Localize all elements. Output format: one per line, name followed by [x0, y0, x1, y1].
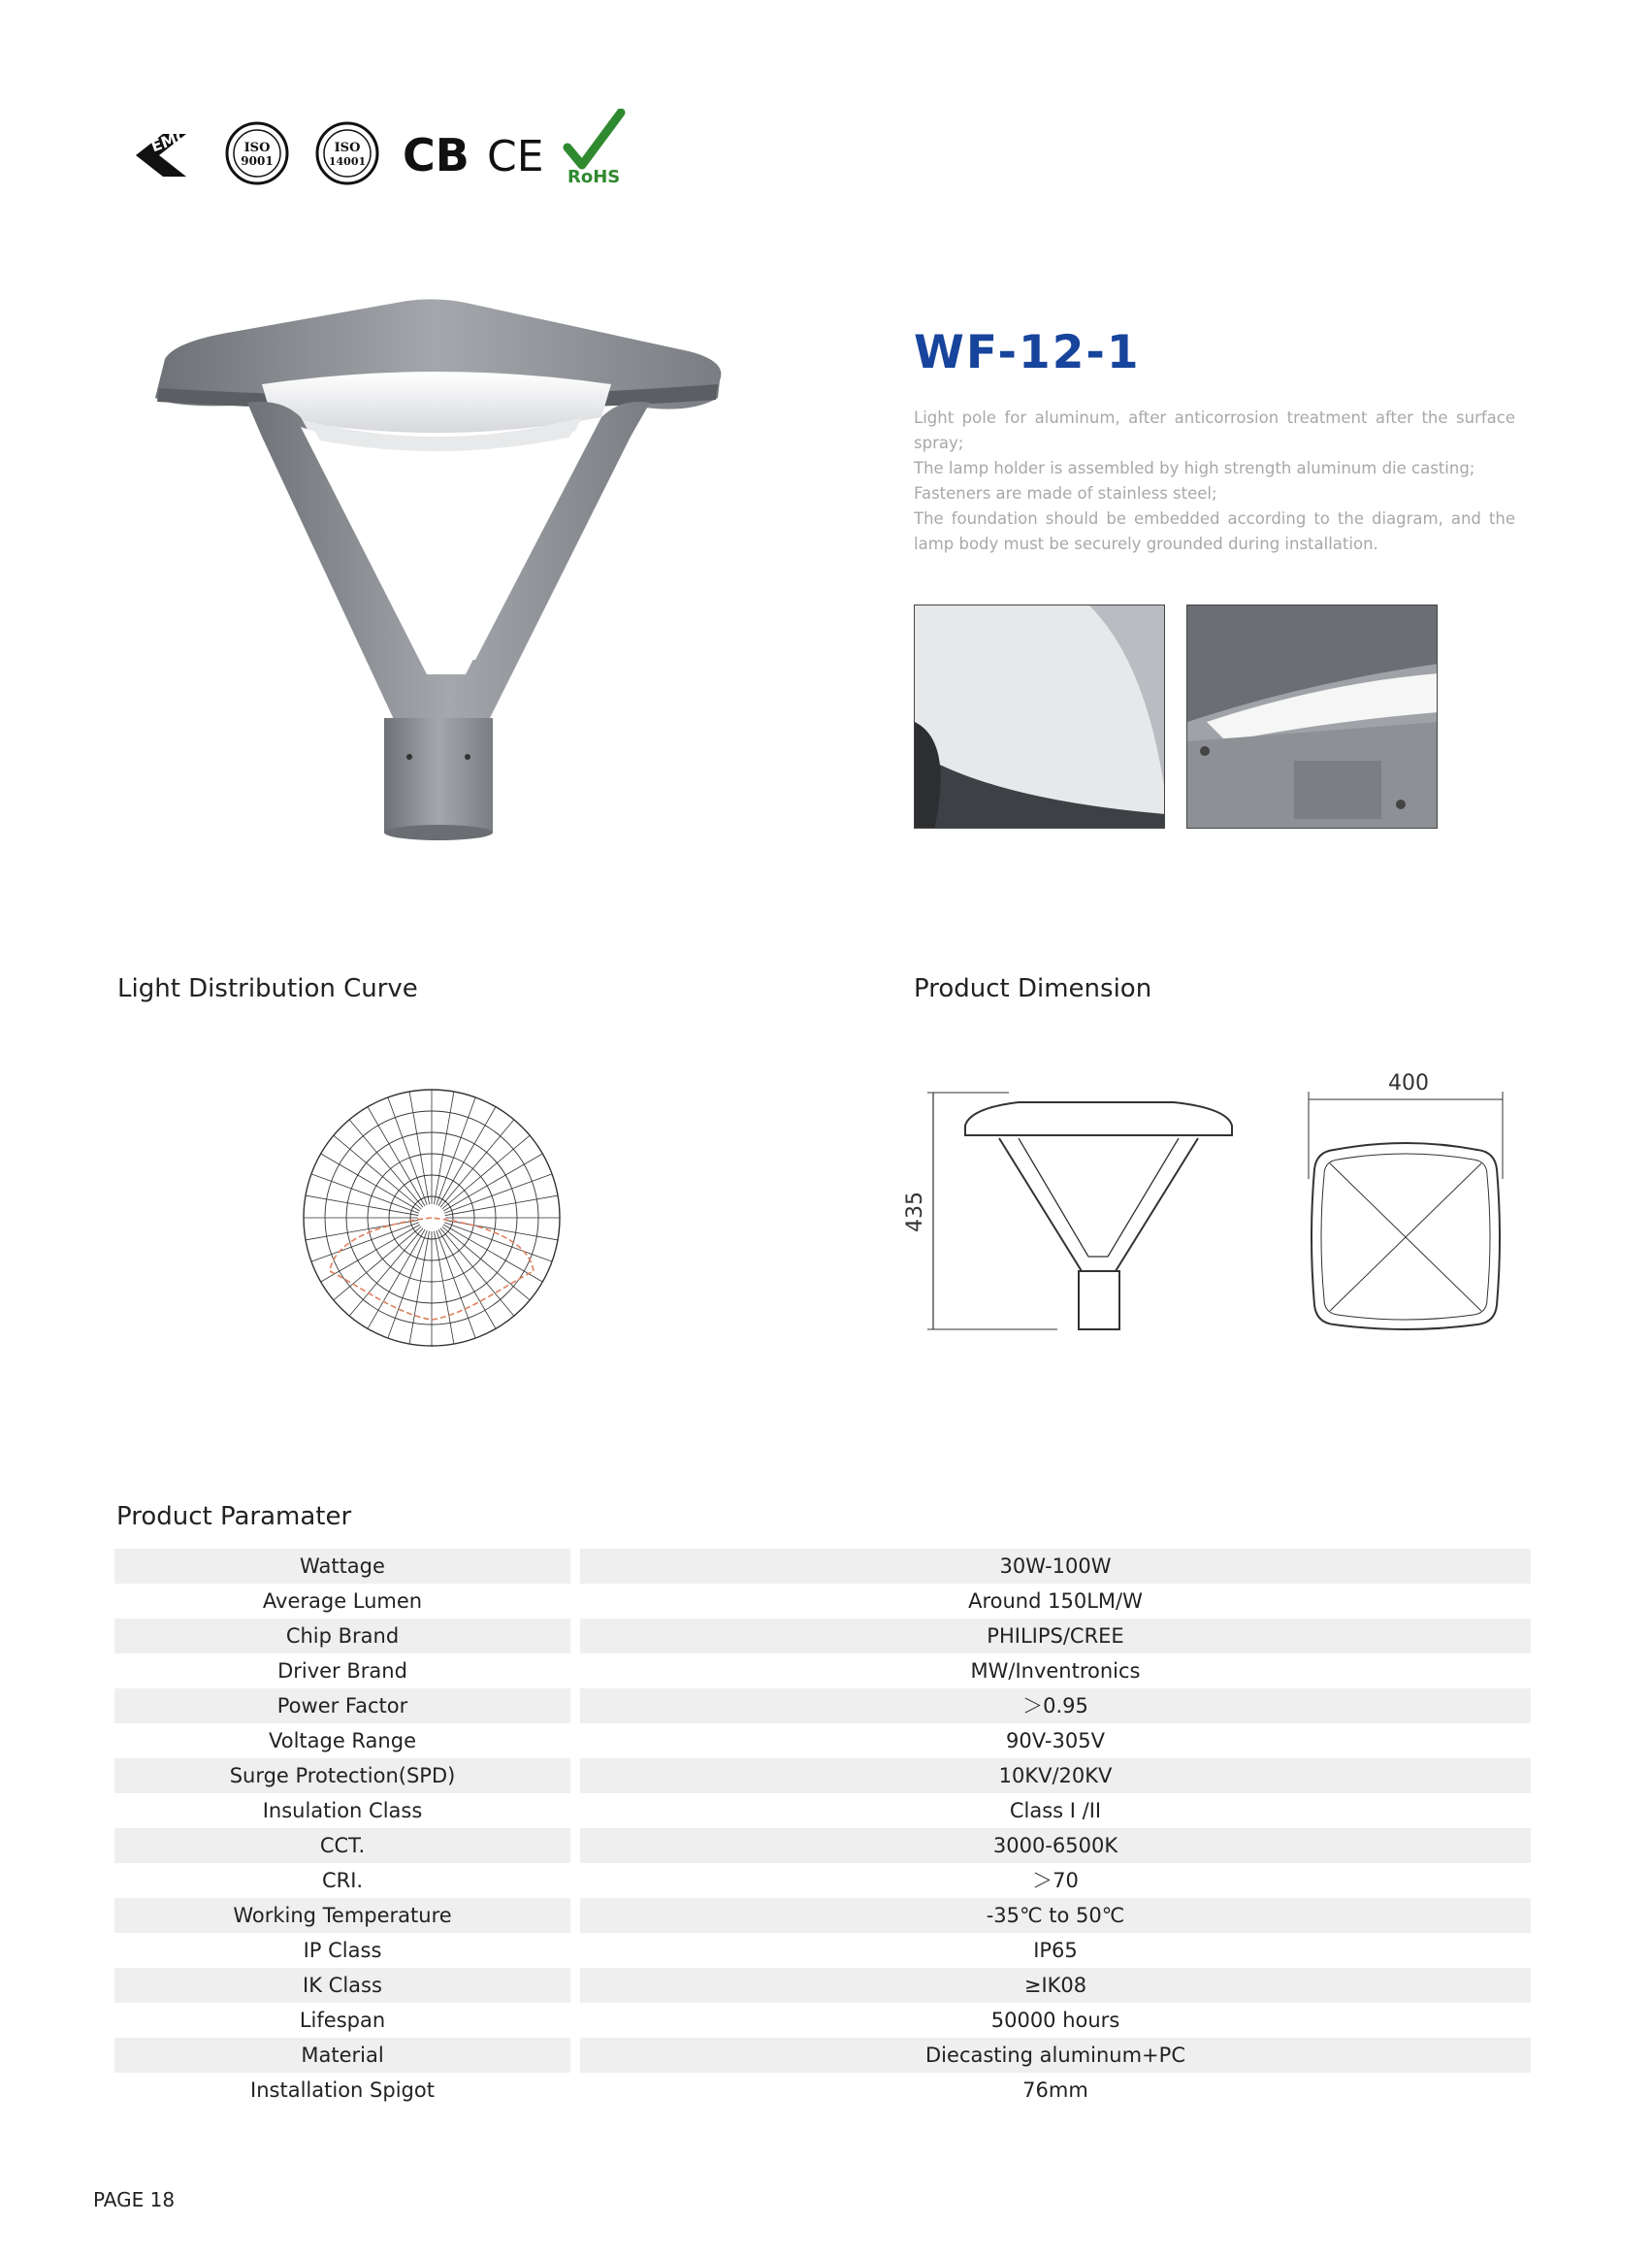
parameter-row — [114, 1549, 1531, 1584]
parameter-row — [114, 1828, 1531, 1863]
parameter-label: Driver Brand — [277, 1659, 407, 1683]
parameter-value: 50000 hours — [990, 2009, 1120, 2032]
width-dimension-label: 400 — [1388, 1071, 1429, 1096]
polar-spoke — [443, 1154, 542, 1211]
parameter-row — [114, 2003, 1531, 2038]
parameter-label: Insulation Class — [262, 1799, 423, 1822]
page-number: PAGE 18 — [93, 2188, 176, 2211]
parameter-value: 10KV/20KV — [580, 1758, 1531, 1793]
svg-text:RoHS: RoHS — [567, 167, 621, 187]
cb-logo: CB — [403, 129, 470, 181]
parameter-value: Around 150LM/W — [968, 1589, 1143, 1613]
polar-spoke — [445, 1195, 558, 1215]
parameter-row — [114, 2073, 1531, 2108]
parameter-row — [114, 1758, 1531, 1793]
emc-logo — [136, 125, 190, 177]
polar-spoke — [368, 1229, 425, 1328]
parameter-label: Material — [114, 2038, 570, 2073]
parameter-row — [114, 1863, 1531, 1898]
parameter-value: ＞70 — [1032, 1869, 1079, 1892]
description-line: The foundation should be embedded according to the diagram, and the lamp body must be securely grounded during installation. — [914, 509, 1515, 553]
parameter-label: Average Lumen — [262, 1589, 423, 1613]
parameter-row — [114, 1898, 1531, 1933]
iso-14001-seal — [317, 123, 377, 183]
parameter-value: PHILIPS/CREE — [580, 1619, 1531, 1653]
detail-photo-housing — [1186, 605, 1438, 829]
description-line: The lamp holder is assembled by high strength aluminum die casting; — [914, 459, 1475, 477]
polar-spoke — [409, 1092, 429, 1204]
parameter-label: Lifespan — [299, 2009, 386, 2032]
parameter-value: Diecasting aluminum+PC — [580, 2038, 1531, 2073]
ce-logo: CE — [487, 132, 544, 181]
description-line: Fasteners are made of stainless steel; — [914, 484, 1217, 503]
description-line: Light pole for aluminum, after anticorrosion treatment after the surface spray; — [914, 409, 1515, 452]
parameter-value: 76mm — [1022, 2078, 1088, 2102]
parameter-value: MW/Inventronics — [970, 1659, 1141, 1683]
parameter-value: ≥IK08 — [580, 1968, 1531, 2003]
svg-text:14001: 14001 — [328, 155, 367, 168]
product-description — [914, 406, 1515, 557]
parameter-label: Wattage — [114, 1549, 570, 1584]
parameter-row — [114, 1933, 1531, 1968]
parameter-value: -35℃ to 50℃ — [580, 1898, 1531, 1933]
parameter-row — [114, 2038, 1531, 2073]
parameter-label: Voltage Range — [268, 1729, 416, 1752]
parameter-value: 90V-305V — [1006, 1729, 1105, 1752]
certification-logos — [126, 109, 650, 196]
polar-spoke — [434, 1092, 453, 1204]
section-title-product-parameter: Product Paramater — [116, 1502, 352, 1531]
polar-spoke — [321, 1225, 420, 1282]
parameter-label: Power Factor — [114, 1688, 570, 1723]
polar-spoke — [434, 1231, 453, 1344]
parameter-row — [114, 1793, 1531, 1828]
detail-photo-diffuser — [914, 605, 1165, 829]
parameter-row — [114, 1619, 1531, 1653]
product-image — [146, 291, 737, 844]
polar-spoke — [438, 1107, 496, 1206]
parameter-value: Class I /II — [1009, 1799, 1102, 1822]
parameter-label: IK Class — [114, 1968, 570, 2003]
polar-spoke — [306, 1195, 418, 1215]
parameter-table — [114, 1549, 1531, 2108]
parameter-label: Installation Spigot — [250, 2078, 435, 2102]
parameter-label: Chip Brand — [114, 1619, 570, 1653]
svg-text:ISO: ISO — [243, 141, 271, 155]
model-title: WF-12-1 — [914, 326, 1141, 379]
height-dimension-label: 435 — [903, 1192, 927, 1232]
parameter-value: ＞0.95 — [580, 1688, 1531, 1723]
parameter-label: IP Class — [303, 1939, 382, 1962]
parameter-row — [114, 1688, 1531, 1723]
section-title-product-dimension: Product Dimension — [914, 974, 1152, 1003]
parameter-row — [114, 1968, 1531, 2003]
parameter-row — [114, 1584, 1531, 1619]
parameter-value: 3000-6500K — [580, 1828, 1531, 1863]
light-distribution-curve — [291, 1077, 572, 1358]
svg-text:EMC: EMC — [147, 125, 190, 156]
svg-text:9001: 9001 — [241, 154, 274, 168]
parameter-label: Working Temperature — [114, 1898, 570, 1933]
parameter-label: CRI. — [321, 1869, 364, 1892]
polar-spoke — [409, 1231, 429, 1344]
parameter-label: Surge Protection(SPD) — [114, 1758, 570, 1793]
rohs-logo — [567, 113, 621, 187]
parameter-row — [114, 1723, 1531, 1758]
polar-spoke — [443, 1225, 542, 1282]
section-title-light-distribution: Light Distribution Curve — [117, 974, 418, 1003]
polar-spoke — [321, 1154, 420, 1211]
parameter-value: IP65 — [1033, 1939, 1078, 1962]
polar-spoke — [368, 1107, 425, 1206]
parameter-value: 30W-100W — [580, 1549, 1531, 1584]
parameter-label: CCT. — [114, 1828, 570, 1863]
parameter-row — [114, 1653, 1531, 1688]
polar-spoke — [438, 1229, 496, 1328]
svg-text:ISO: ISO — [334, 141, 361, 155]
dimension-side-view — [883, 1038, 1242, 1339]
dimension-top-view — [1295, 1063, 1518, 1354]
iso-9001-seal — [227, 123, 287, 183]
